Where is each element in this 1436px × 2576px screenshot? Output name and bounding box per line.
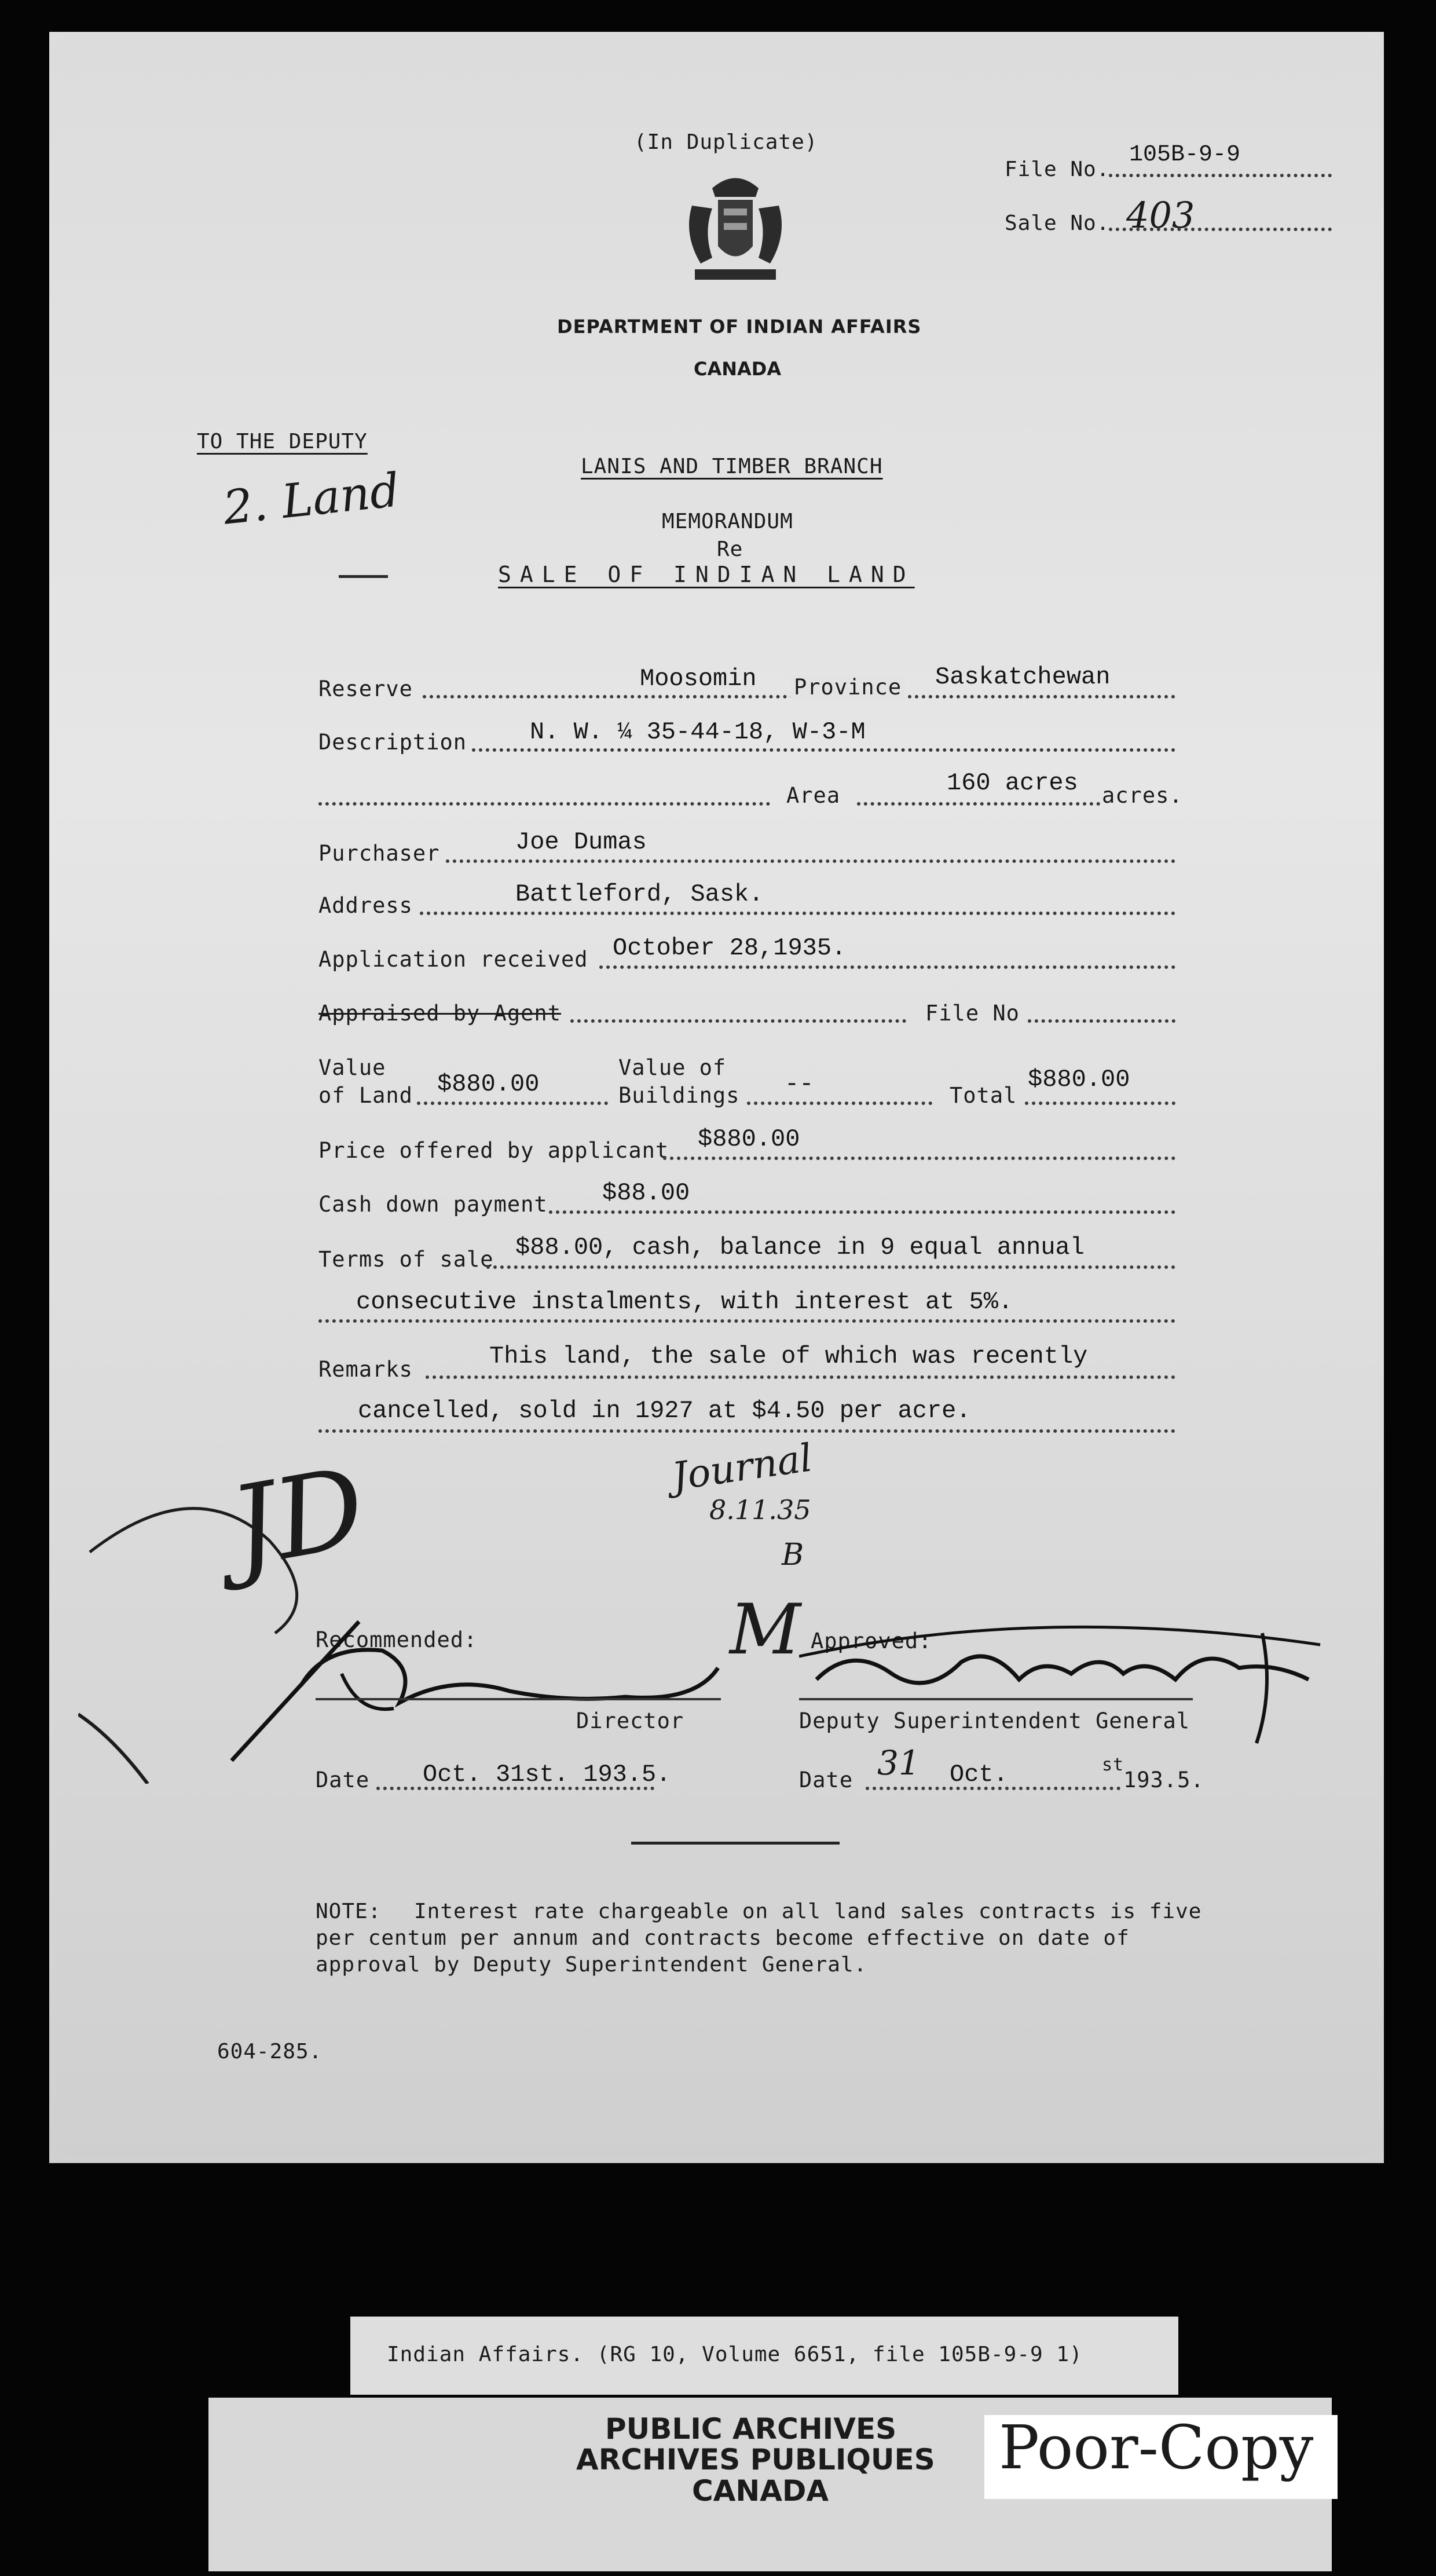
appraised-file-no-label: File No — [925, 1001, 1020, 1026]
purchaser-label: Purchaser — [318, 841, 440, 866]
archive-stamp-line2: ARCHIVES PUBLIQUES — [576, 2443, 935, 2476]
price-offered-label: Price offered by applicant — [318, 1138, 669, 1163]
remarks-line-1 — [426, 1375, 1175, 1379]
remarks-label: Remarks — [318, 1357, 413, 1382]
appraised-file-no-line — [1028, 1019, 1175, 1023]
address-value: Battleford, Sask. — [515, 880, 764, 908]
sale-no-label: Sale No. — [1005, 211, 1110, 235]
recommended-label: Recommended: — [316, 1627, 478, 1652]
area-leading-line — [318, 802, 770, 806]
margin-dash — [339, 575, 388, 578]
value-of-label: Value of — [618, 1055, 727, 1080]
department-title: DEPARTMENT OF INDIAN AFFAIRS — [557, 316, 922, 338]
appraised-line — [570, 1019, 906, 1023]
reserve-value: Moosomin — [640, 665, 757, 693]
branch-title: LANIS AND TIMBER BRANCH — [581, 455, 883, 478]
appraised-label: Appraised by Agent — [318, 1001, 561, 1026]
journal-note: Journal — [669, 1435, 815, 1499]
handwritten-land-note: 2. Land — [220, 463, 402, 535]
application-line — [599, 965, 1175, 969]
description-label: Description — [318, 730, 467, 755]
separator-rule — [631, 1842, 840, 1845]
initials-left: JD — [221, 1443, 374, 1593]
deputy-label: Deputy Superintendent General — [799, 1708, 1190, 1733]
terms-label: Terms of sale — [318, 1247, 494, 1272]
memorandum-title: MEMORANDUM — [662, 510, 793, 533]
left-date-label: Date — [316, 1768, 370, 1792]
initial-m: M — [730, 1590, 801, 1670]
land-value-line — [417, 1102, 608, 1105]
approved-label: Approved: — [811, 1629, 932, 1653]
file-no-value: 105B-9-9 — [1129, 142, 1241, 168]
province-value: Saskatchewan — [935, 663, 1111, 691]
left-date-value: Oct. 31st. 193.5. — [423, 1761, 671, 1788]
file-no-line — [1109, 174, 1332, 177]
total-value: $880.00 — [1028, 1066, 1130, 1093]
note-label: NOTE: — [316, 1900, 382, 1923]
province-label: Province — [790, 675, 905, 700]
right-date-st: st — [1102, 1755, 1124, 1775]
director-sign-line — [316, 1698, 721, 1700]
right-date-line — [866, 1787, 1120, 1790]
buildings-line — [747, 1102, 932, 1105]
cash-down-value: $88.00 — [602, 1179, 690, 1207]
terms-line-2 — [318, 1319, 1175, 1323]
description-line — [472, 748, 1175, 752]
area-line — [857, 802, 1100, 806]
deputy-signature-icon — [799, 1610, 1343, 1761]
quality-note: Poor-Copy — [999, 2412, 1314, 2483]
address-label: Address — [318, 893, 413, 918]
terms-line-1 — [486, 1265, 1175, 1269]
area-unit: acres. — [1102, 783, 1183, 808]
remarks-value-line2: cancelled, sold in 1927 at $4.50 per acre. — [358, 1397, 971, 1425]
subject-title: SALE OF INDIAN LAND — [498, 562, 915, 587]
price-offered-value: $880.00 — [698, 1125, 800, 1153]
total-label: Total — [950, 1083, 1017, 1108]
right-date-label: Date — [799, 1768, 853, 1792]
of-land-label: of Land — [318, 1083, 413, 1108]
total-line — [1025, 1102, 1175, 1105]
right-date-day: 31 — [877, 1743, 920, 1783]
value-label: Value — [318, 1055, 386, 1080]
note-line-3: approval by Deputy Superintendent General. — [316, 1953, 867, 1977]
duplicate-note: (In Duplicate) — [634, 130, 818, 154]
sale-no-value: 403 — [1126, 194, 1195, 236]
note-line-2: per centum per annum and contracts become effective on date of — [316, 1926, 1130, 1950]
reserve-label: Reserve — [318, 676, 413, 701]
cash-down-label: Cash down payment — [318, 1192, 548, 1217]
re-label: Re — [717, 537, 743, 561]
application-value: October 28,1935. — [613, 934, 847, 962]
to-deputy-label: TO THE DEPUTY — [197, 430, 368, 453]
area-label: Area — [786, 783, 841, 808]
director-signature-icon — [208, 1610, 724, 1778]
archive-stamp-line1: PUBLIC ARCHIVES — [605, 2412, 897, 2446]
right-date-year: 193.5. — [1123, 1768, 1204, 1792]
address-line — [420, 912, 1175, 915]
area-value: 160 acres — [947, 769, 1078, 797]
journal-date: 8.11.35 — [709, 1494, 811, 1525]
terms-value-line1: $88.00, cash, balance in 9 equal annual — [515, 1234, 1085, 1261]
buildings-label: Buildings — [618, 1083, 740, 1108]
right-date-month: Oct. — [950, 1761, 1008, 1788]
price-offered-line — [663, 1157, 1175, 1160]
terms-value-line2: consecutive instalments, with interest at 5%. — [356, 1288, 1013, 1316]
left-date-line — [376, 1787, 654, 1790]
deputy-sign-line — [799, 1698, 1193, 1700]
land-value: $880.00 — [437, 1070, 540, 1098]
remarks-line-2 — [318, 1429, 1175, 1433]
purchaser-value: Joe Dumas — [515, 828, 647, 856]
form-number: 604-285. — [217, 2040, 323, 2063]
file-no-label: File No. — [1005, 158, 1110, 181]
coat-of-arms-icon — [677, 165, 793, 290]
application-label: Application received — [318, 947, 588, 972]
remarks-value-line1: This land, the sale of which was recently — [489, 1342, 1088, 1370]
sale-no-line — [1109, 228, 1332, 231]
description-value: N. W. ¼ 35-44-18, W-3-M — [530, 718, 866, 746]
cash-down-line — [549, 1210, 1175, 1214]
initial-b: B — [782, 1538, 804, 1572]
buildings-value: -- — [785, 1070, 814, 1098]
archive-stamp-line3: CANADA — [692, 2474, 829, 2508]
director-label: Director — [576, 1708, 684, 1733]
note-line-1: Interest rate chargeable on all land sales contracts is five — [414, 1900, 1202, 1923]
purchaser-line — [446, 859, 1175, 863]
archive-reference: Indian Affairs. (RG 10, Volume 6651, file 105B-9-9 1) — [387, 2343, 1083, 2366]
country-title: CANADA — [694, 358, 782, 380]
